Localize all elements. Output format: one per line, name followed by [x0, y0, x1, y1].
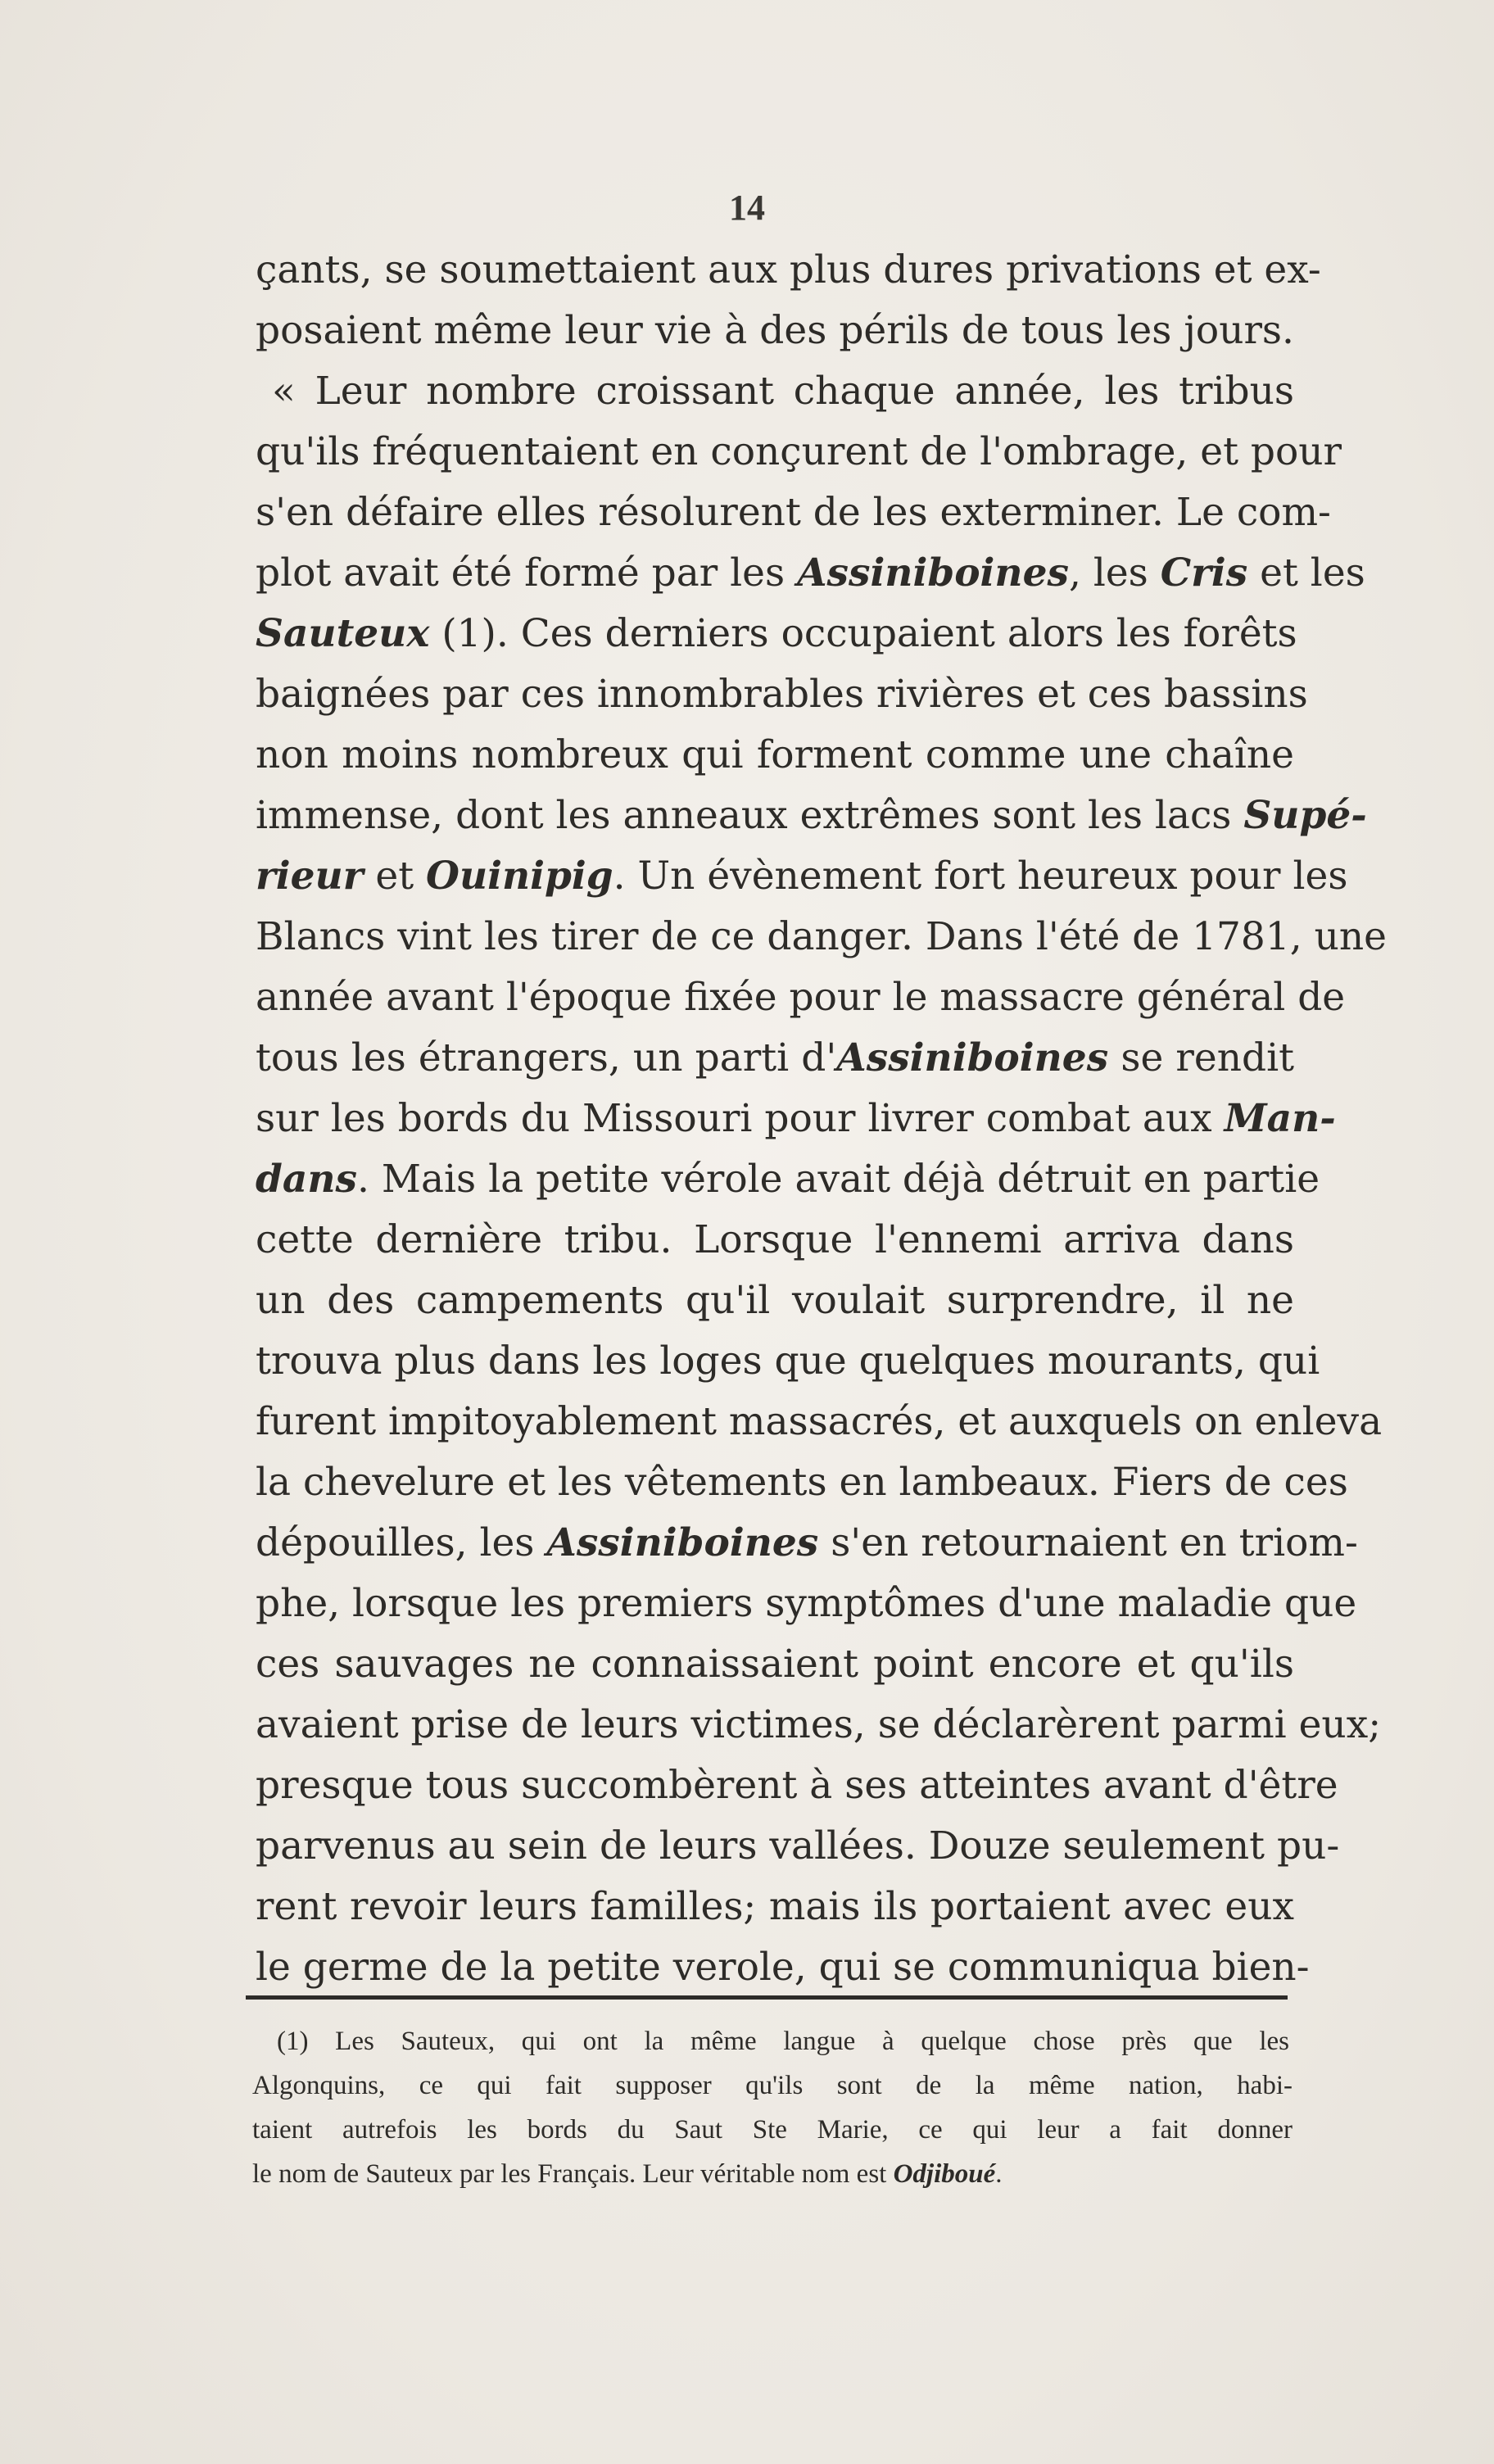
text-line: qu'ils fréquentaient en conçurent de l'ombrage, et pour	[256, 429, 1342, 474]
text-line: çants, se soumettaient aux plus dures privations et ex-	[256, 247, 1321, 292]
text-line: s'en défaire elles résolurent de les exterminer. Le com-	[256, 490, 1331, 535]
italic-name: Ouinipig	[426, 854, 613, 899]
text-line: cette dernière tribu. Lorsque l'ennemi arriva dans	[256, 1217, 1294, 1262]
text-line: sur les bords du Missouri pour livrer combat aux Man-	[256, 1096, 1336, 1141]
footnote-line: taient autrefois les bords du Saut Ste Marie, ce qui leur a fait donner	[252, 2115, 1293, 2145]
italic-name: rieur	[256, 854, 364, 899]
text-line: avaient prise de leurs victimes, se déclarèrent parmi eux;	[256, 1702, 1382, 1747]
text-line: année avant l'époque fixée pour le massacre général de	[256, 975, 1346, 1020]
footnote-rule	[246, 1995, 1288, 2000]
text-line: tous les étrangers, un parti d'Assiniboines se rendit	[256, 1035, 1294, 1080]
text-line: phe, lorsque les premiers symptômes d'une maladie que	[256, 1581, 1357, 1626]
italic-name: Sauteux	[256, 611, 430, 656]
italic-name: Assiniboines	[546, 1520, 819, 1565]
text-line: ces sauvages ne connaissaient point encore et qu'ils	[256, 1642, 1294, 1687]
text-line: Sauteux (1). Ces derniers occupaient alors les forêts	[256, 611, 1297, 656]
italic-name: Assiniboines	[836, 1035, 1109, 1080]
italic-name: dans	[256, 1157, 357, 1202]
text-line: Blancs vint les tirer de ce danger. Dans l'été de 1781, une	[256, 914, 1387, 959]
italic-name: Cris	[1160, 550, 1248, 596]
text-line: trouva plus dans les loges que quelques mourants, qui	[256, 1338, 1320, 1384]
text-line: la chevelure et les vêtements en lambeaux. Fiers de ces	[256, 1460, 1348, 1505]
footnote-line: (1) Les Sauteux, qui ont la même langue à quelque chose près que les	[277, 2027, 1289, 2056]
text-line: posaient même leur vie à des périls de tous les jours.	[256, 308, 1294, 353]
footnote-line: Algonquins, ce qui fait supposer qu'ils sont de la même nation, habi-	[252, 2071, 1293, 2100]
text-line: presque tous succombèrent à ses atteintes avant d'être	[256, 1763, 1338, 1808]
text-line: un des campements qu'il voulait surprendre, il ne	[256, 1278, 1294, 1323]
text-line: baignées par ces innombrables rivières et ces bassins	[256, 672, 1308, 717]
text-line: parvenus au sein de leurs vallées. Douze seulement pu-	[256, 1823, 1340, 1868]
italic-name: Odjiboué	[893, 2159, 996, 2189]
text-line: non moins nombreux qui forment comme une chaîne	[256, 732, 1294, 777]
text-line: « Leur nombre croissant chaque année, les tribus	[272, 369, 1294, 414]
text-line: plot avait été formé par les Assiniboines, les Cris et les	[256, 550, 1365, 596]
text-line: rent revoir leurs familles; mais ils portaient avec eux	[256, 1884, 1294, 1929]
italic-name: Assiniboines	[797, 550, 1069, 596]
text-line: dans. Mais la petite vérole avait déjà détruit en partie	[256, 1157, 1320, 1202]
text-line: le germe de la petite verole, qui se communiqua bien-	[256, 1945, 1310, 1990]
text-line: dépouilles, les Assiniboines s'en retournaient en triom-	[256, 1520, 1358, 1565]
page-number: 14	[729, 188, 765, 228]
text-line: immense, dont les anneaux extrêmes sont les lacs Supé-	[256, 793, 1367, 838]
footnote-line: le nom de Sauteux par les Français. Leur véritable nom est Odjiboué.	[252, 2159, 1003, 2189]
text-line: rieur et Ouinipig. Un évènement fort heureux pour les	[256, 854, 1348, 899]
italic-name: Man-	[1224, 1096, 1336, 1141]
text-line: furent impitoyablement massacrés, et auxquels on enleva	[256, 1399, 1383, 1444]
italic-name: Supé-	[1243, 793, 1367, 838]
